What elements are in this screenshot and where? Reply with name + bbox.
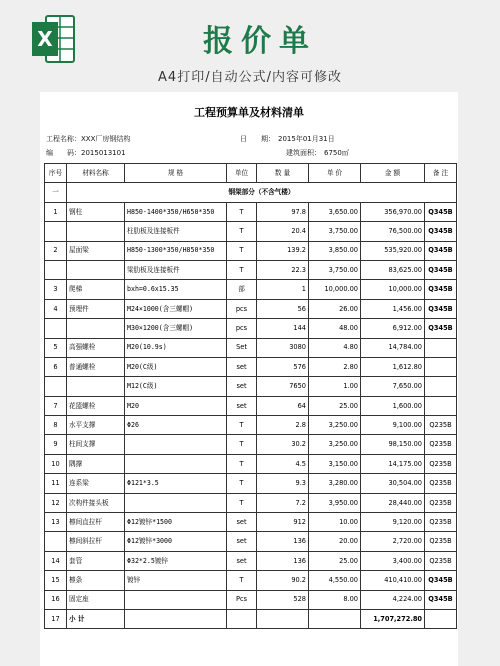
table-row [45, 280, 457, 299]
table-row [45, 222, 457, 241]
material-name: 套管 [67, 551, 125, 570]
quantity: 136 [257, 551, 309, 570]
table-row [45, 260, 457, 279]
row-number: 7 [45, 396, 67, 415]
amount: 535,920.00 [361, 241, 425, 260]
unit-price: 3,150.00 [309, 454, 361, 473]
unit-price: 4,550.00 [309, 571, 361, 590]
row-number: 1 [45, 202, 67, 221]
note: Q345B [425, 202, 457, 221]
material-name [67, 222, 125, 241]
note: Q235B [425, 435, 457, 454]
spec [125, 435, 227, 454]
quantity: 136 [257, 532, 309, 551]
spec: Φ121*3.5 [125, 474, 227, 493]
amount: 10,000.00 [361, 280, 425, 299]
quantity: 7.2 [257, 493, 309, 512]
quantity: 144 [257, 319, 309, 338]
column-header: 数 量 [257, 164, 309, 183]
spec: M12(C级) [125, 377, 227, 396]
material-name [67, 377, 125, 396]
quantity: 3080 [257, 338, 309, 357]
spec [125, 493, 227, 512]
spec: Φ12镀锌*1500 [125, 513, 227, 532]
row-number: 16 [45, 590, 67, 609]
amount: 9,100.00 [361, 416, 425, 435]
unit: set [227, 513, 257, 532]
table-header-row [45, 164, 457, 183]
quantity: 7650 [257, 377, 309, 396]
page-title: 报价单 [203, 24, 317, 59]
svg-text:X: X [37, 27, 53, 51]
quote-table [44, 163, 457, 629]
date-value: 2015年01月31日 [278, 135, 335, 143]
note [425, 357, 457, 376]
row-number: 17 [45, 609, 67, 628]
unit-price: 25.00 [309, 396, 361, 415]
material-name: 高强螺栓 [67, 338, 125, 357]
note: Q345B [425, 241, 457, 260]
unit-price: 20.00 [309, 532, 361, 551]
note: Q235B [425, 474, 457, 493]
quantity: 22.3 [257, 260, 309, 279]
note: Q235B [425, 551, 457, 570]
table-row [45, 357, 457, 376]
material-name: 次构件接头板 [67, 493, 125, 512]
material-name [67, 260, 125, 279]
amount: 14,784.00 [361, 338, 425, 357]
table-row [45, 416, 457, 435]
note: Q345B [425, 590, 457, 609]
unit: pcs [227, 299, 257, 318]
material-name: 爬梯 [67, 280, 125, 299]
table-row [45, 571, 457, 590]
amount: 1,707,272.80 [361, 609, 425, 628]
project-code: 编 码：2015013101 [46, 149, 126, 157]
row-number: 3 [45, 280, 67, 299]
unit-price: 26.00 [309, 299, 361, 318]
unit-price: 3,750.00 [309, 260, 361, 279]
amount: 83,625.00 [361, 260, 425, 279]
amount: 6,912.00 [361, 319, 425, 338]
row-number [45, 260, 67, 279]
quantity: 139.2 [257, 241, 309, 260]
material-name: 普通螺栓 [67, 357, 125, 376]
note [425, 396, 457, 415]
row-number [45, 532, 67, 551]
quantity: 576 [257, 357, 309, 376]
sheet-title: 工程预算单及材料清单 [194, 106, 304, 119]
unit: set [227, 396, 257, 415]
unit: T [227, 474, 257, 493]
spec [125, 590, 227, 609]
table-row [45, 474, 457, 493]
material-name: 柱间支撑 [67, 435, 125, 454]
unit-price: 3,250.00 [309, 435, 361, 454]
note: Q235B [425, 532, 457, 551]
amount: 3,400.00 [361, 551, 425, 570]
material-name: 连系梁 [67, 474, 125, 493]
unit: T [227, 260, 257, 279]
column-header: 规 格 [125, 164, 227, 183]
date-label: 日 期： [240, 135, 275, 143]
unit: T [227, 241, 257, 260]
row-number: 4 [45, 299, 67, 318]
unit: set [227, 532, 257, 551]
excel-logo-icon [32, 14, 76, 64]
amount: 9,120.00 [361, 513, 425, 532]
material-name: 水平支撑 [67, 416, 125, 435]
note: Q235B [425, 493, 457, 512]
column-header: 序号 [45, 164, 67, 183]
table-row [45, 241, 457, 260]
quantity: 56 [257, 299, 309, 318]
amount: 28,440.00 [361, 493, 425, 512]
unit-price: 3,650.00 [309, 202, 361, 221]
amount: 2,720.00 [361, 532, 425, 551]
quantity: 912 [257, 513, 309, 532]
column-header: 材料名称 [67, 164, 125, 183]
material-name: 固定座 [67, 590, 125, 609]
quantity: 4.5 [257, 454, 309, 473]
table-row [45, 532, 457, 551]
unit: T [227, 454, 257, 473]
note: Q235B [425, 513, 457, 532]
amount: 30,504.00 [361, 474, 425, 493]
note [425, 609, 457, 628]
section-label: 钢架部分（不含气楼） [67, 183, 457, 202]
spec: H850-1400*350/H650*350 [125, 202, 227, 221]
spec: 柱肋板及连接板件 [125, 222, 227, 241]
column-header: 备 注 [425, 164, 457, 183]
unit: set [227, 551, 257, 570]
unit-price [309, 609, 361, 628]
note: Q345B [425, 319, 457, 338]
spec: H850-1300*350/H850*350 [125, 241, 227, 260]
table-row [45, 454, 457, 473]
spec: 梁肋板及连接板件 [125, 260, 227, 279]
material-name: 小 计 [67, 609, 125, 628]
spec: M20 [125, 396, 227, 415]
amount: 1,612.80 [361, 357, 425, 376]
quantity: 2.8 [257, 416, 309, 435]
unit-price: 8.00 [309, 590, 361, 609]
unit-price: 3,950.00 [309, 493, 361, 512]
table-row [45, 319, 457, 338]
spec: M20(C级) [125, 357, 227, 376]
material-name: 预埋件 [67, 299, 125, 318]
column-header: 单位 [227, 164, 257, 183]
note: Q345B [425, 222, 457, 241]
unit-price: 48.00 [309, 319, 361, 338]
note: Q345B [425, 299, 457, 318]
table-row [45, 590, 457, 609]
table-row [45, 299, 457, 318]
material-name: 檩间斜拉杆 [67, 532, 125, 551]
table-row [45, 396, 457, 415]
material-name: 隅撑 [67, 454, 125, 473]
unit-price: 3,280.00 [309, 474, 361, 493]
row-number: 10 [45, 454, 67, 473]
row-number: 12 [45, 493, 67, 512]
table-row [45, 551, 457, 570]
quantity: 9.3 [257, 474, 309, 493]
amount: 7,650.00 [361, 377, 425, 396]
material-name: 檩间直拉杆 [67, 513, 125, 532]
note [425, 377, 457, 396]
quantity: 64 [257, 396, 309, 415]
row-number [45, 319, 67, 338]
spec: 镀锌 [125, 571, 227, 590]
page-subtitle: A4打印/自动公式/内容可修改 [158, 70, 342, 85]
unit-price: 25.00 [309, 551, 361, 570]
amount: 76,500.00 [361, 222, 425, 241]
spec: Φ26 [125, 416, 227, 435]
note: Q235B [425, 454, 457, 473]
section-number: 一 [45, 183, 67, 202]
table-row [45, 202, 457, 221]
column-header: 单 价 [309, 164, 361, 183]
unit: T [227, 435, 257, 454]
section-row [45, 183, 457, 202]
table-row [45, 377, 457, 396]
unit: T [227, 202, 257, 221]
table-row [45, 338, 457, 357]
note: Q345B [425, 260, 457, 279]
note [425, 338, 457, 357]
quantity: 20.4 [257, 222, 309, 241]
quantity: 90.2 [257, 571, 309, 590]
banner [0, 0, 500, 92]
area-value: 6750㎡ [324, 149, 349, 157]
row-number [45, 222, 67, 241]
quantity: 1 [257, 280, 309, 299]
table-row [45, 493, 457, 512]
note: Q235B [425, 416, 457, 435]
row-number: 14 [45, 551, 67, 570]
project-name: 工程名称：XXX厂房钢结构 [46, 135, 131, 143]
amount: 410,410.00 [361, 571, 425, 590]
row-number: 11 [45, 474, 67, 493]
material-name: 钢柱 [67, 202, 125, 221]
unit: pcs [227, 319, 257, 338]
amount: 1,456.00 [361, 299, 425, 318]
row-number: 15 [45, 571, 67, 590]
note: Q345B [425, 280, 457, 299]
row-number: 8 [45, 416, 67, 435]
column-header: 金 额 [361, 164, 425, 183]
unit-price: 1.00 [309, 377, 361, 396]
unit: T [227, 222, 257, 241]
amount: 1,600.00 [361, 396, 425, 415]
unit-price: 3,850.00 [309, 241, 361, 260]
quantity: 30.2 [257, 435, 309, 454]
unit-price: 2.80 [309, 357, 361, 376]
amount: 4,224.00 [361, 590, 425, 609]
unit: T [227, 571, 257, 590]
material-name: 檩条 [67, 571, 125, 590]
unit: Pcs [227, 590, 257, 609]
material-name [67, 319, 125, 338]
row-number: 5 [45, 338, 67, 357]
unit-price: 4.80 [309, 338, 361, 357]
spec: M20(10.9s) [125, 338, 227, 357]
row-number: 9 [45, 435, 67, 454]
row-number [45, 377, 67, 396]
unit: T [227, 416, 257, 435]
spec [125, 609, 227, 628]
unit: Set [227, 338, 257, 357]
spec: bxh=0.6x15.35 [125, 280, 227, 299]
amount: 14,175.00 [361, 454, 425, 473]
spec: Φ12镀锌*3000 [125, 532, 227, 551]
unit: T [227, 493, 257, 512]
unit: set [227, 377, 257, 396]
unit: 部 [227, 280, 257, 299]
amount: 356,970.00 [361, 202, 425, 221]
table-row [45, 435, 457, 454]
unit-price: 10.00 [309, 513, 361, 532]
unit-price: 10,000.00 [309, 280, 361, 299]
area-label: 建筑面积： [286, 149, 321, 157]
quantity: 528 [257, 590, 309, 609]
spec [125, 454, 227, 473]
unit-price: 3,250.00 [309, 416, 361, 435]
unit [227, 609, 257, 628]
row-number: 2 [45, 241, 67, 260]
row-number: 13 [45, 513, 67, 532]
quantity: 97.8 [257, 202, 309, 221]
amount: 98,150.00 [361, 435, 425, 454]
spec: Φ32*2.5镀锌 [125, 551, 227, 570]
table-row [45, 609, 457, 628]
material-name: 花篮螺栓 [67, 396, 125, 415]
quantity [257, 609, 309, 628]
unit-price: 3,750.00 [309, 222, 361, 241]
material-name: 屋面梁 [67, 241, 125, 260]
spec: M30×1200(含三螺帽) [125, 319, 227, 338]
row-number: 6 [45, 357, 67, 376]
table-row [45, 513, 457, 532]
spec: M24×1000(含三螺帽) [125, 299, 227, 318]
unit: set [227, 357, 257, 376]
note: Q345B [425, 571, 457, 590]
